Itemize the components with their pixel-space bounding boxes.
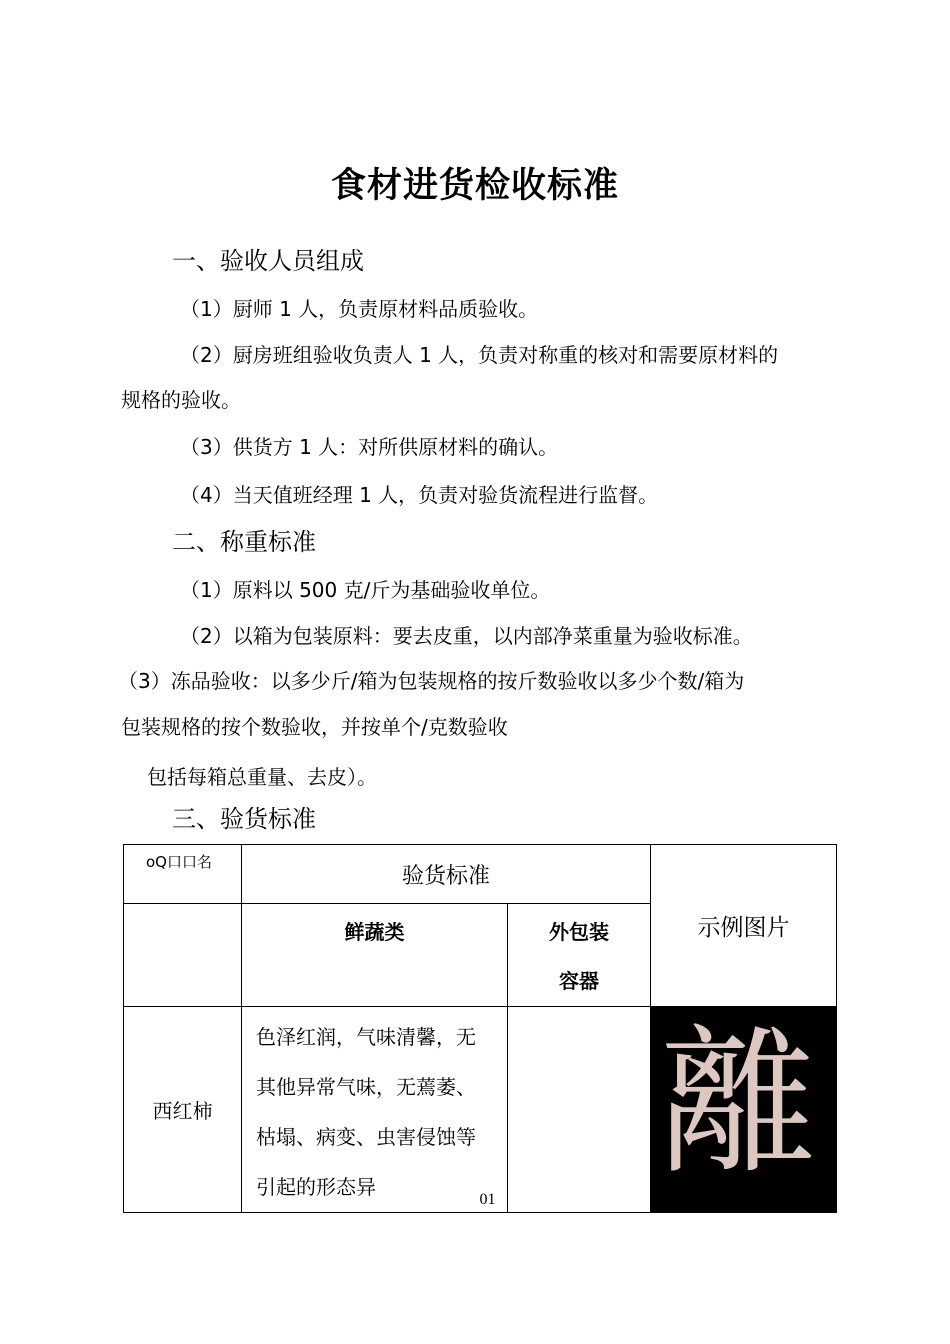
empty-name-cell	[124, 904, 242, 1007]
outer-packaging-line1: 外包装	[549, 920, 609, 944]
section1-item-2: （2）厨房班组验收负责人 1 人，负责对称重的核对和需要原材料的	[180, 343, 779, 367]
section1-item-4: （4）当天值班经理 1 人，负责对验货流程进行监督。	[180, 483, 659, 507]
section1-item-3: （3）供货方 1 人：对所供原材料的确认。	[180, 435, 559, 459]
desc-line-1: 色泽红润，气味清馨，无	[256, 1025, 476, 1049]
section2-item-3: （3）冻品验收：以多少斤/箱为包装规格的按斤数验收以多少个数/箱为	[118, 669, 745, 693]
example-image-header: 示例图片	[651, 845, 837, 1007]
example-image-glyph: 離	[659, 1012, 804, 1196]
product-name-header: oQ口口名	[124, 845, 242, 904]
section1-heading: 一、验收人员组成	[172, 247, 364, 275]
product-name-tomato: 西红柿	[124, 1007, 242, 1213]
document-title: 食材进货检收标准	[330, 166, 619, 206]
page-number: 01	[479, 1191, 496, 1208]
section3-heading: 三、验货标准	[172, 805, 316, 833]
section1-item-2-cont: 规格的验收。	[121, 388, 241, 412]
desc-line-4: 引起的形态异	[256, 1175, 376, 1199]
standard-header: 验货标准	[242, 845, 651, 904]
section1-item-1: （1）厨师 1 人，负责原材料品质验收。	[180, 297, 539, 321]
table-row	[124, 1007, 837, 1213]
outer-packaging-line2: 容器	[559, 969, 599, 993]
section2-item-2: （2）以箱为包装原料：要去皮重，以内部净菜重量为验收标准。	[180, 624, 753, 648]
table-header-row	[124, 845, 837, 904]
section2-item-3-cont2: 包括每箱总重量、去皮）。	[147, 765, 377, 789]
outer-packaging-header	[508, 904, 651, 1007]
fresh-vegetable-header: 鲜蔬类	[242, 904, 508, 1007]
section2-heading: 二、称重标准	[172, 528, 316, 556]
tomato-standard-desc	[242, 1007, 508, 1213]
example-image	[651, 1007, 837, 1213]
section2-item-1: （1）原料以 500 克/斤为基础验收单位。	[180, 578, 551, 602]
section2-item-3-cont: 包装规格的按个数验收，并按单个/克数验收	[121, 715, 508, 739]
desc-line-3: 枯塌、病变、虫害侵蚀等	[256, 1125, 476, 1149]
packaging-cell-empty	[508, 1007, 651, 1213]
inspection-standard-table	[123, 844, 837, 1213]
desc-line-2: 其他异常气味，无蔫萎、	[256, 1075, 476, 1099]
